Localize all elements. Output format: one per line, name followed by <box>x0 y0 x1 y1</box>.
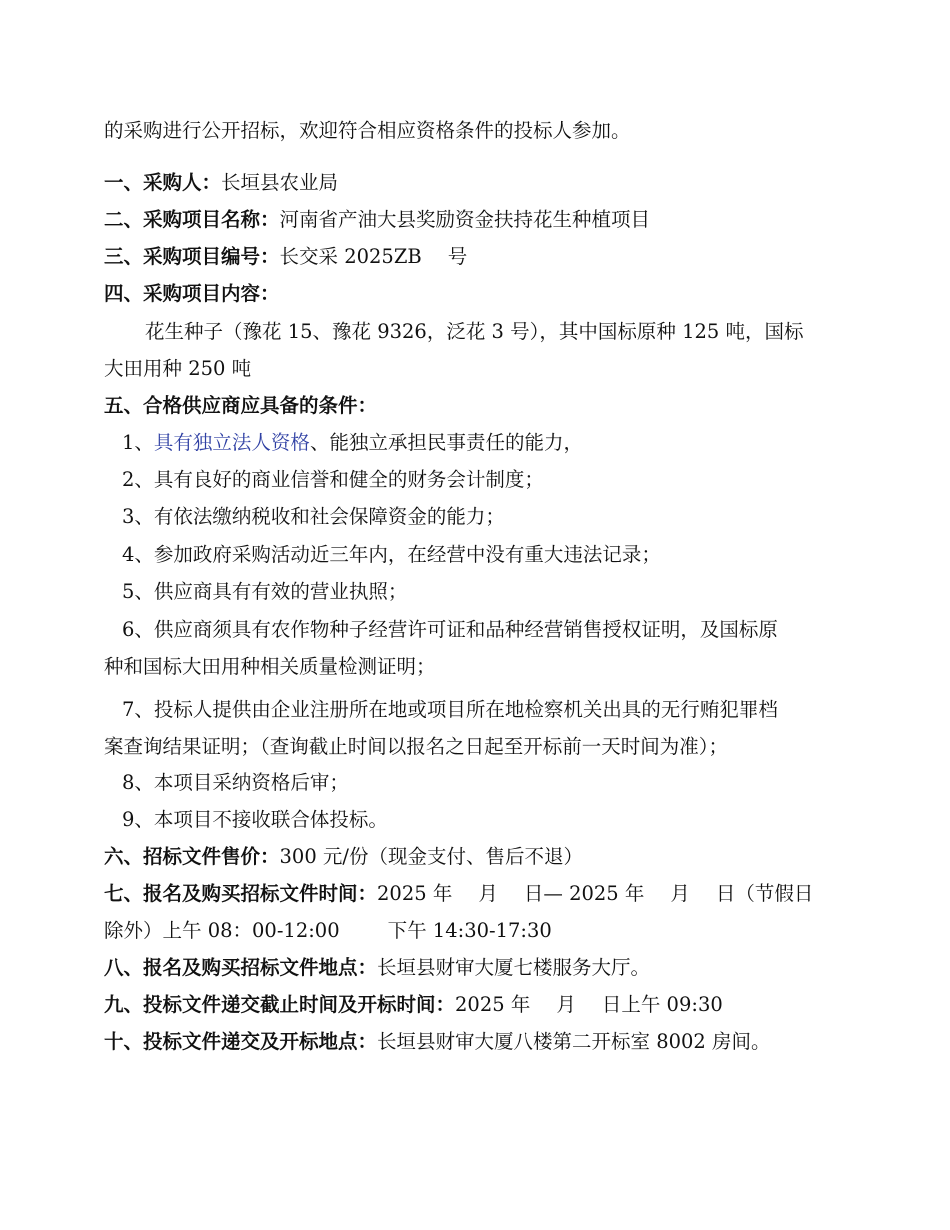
qualification-item-8-text: 8、本项目采纳资格后审； <box>122 771 349 794</box>
registration-start-day: 日— <box>523 882 563 905</box>
qualification-item-7-text-1: 7、投标人提供由企业注册所在地或项目所在地检察机关出具的无行贿犯罪档 <box>122 698 778 721</box>
qualification-item-2 <box>122 467 882 493</box>
qualification-item-8 <box>122 770 882 796</box>
intro-text <box>104 118 864 144</box>
qualification-item-6-text-2: 种和国标大田用种相关质量检测证明； <box>104 655 436 678</box>
qualification-item-6-line-1 <box>122 617 882 643</box>
qualification-item-5 <box>122 579 882 605</box>
section-project-content-heading <box>104 281 864 307</box>
qualification-item-9 <box>122 807 882 833</box>
document-price-label: 六、招标文件售价： <box>104 845 280 868</box>
registration-afternoon-hours: 下午 14:30-17:30 <box>387 919 552 942</box>
purchaser-label: 一、采购人： <box>104 171 222 194</box>
section-purchaser <box>104 170 864 196</box>
section-project-name <box>104 207 864 233</box>
project-content-text-2: 大田用种 250 吨 <box>104 357 252 380</box>
project-number-value: 长交采 2025ZB <box>279 245 422 268</box>
section-registration-location <box>104 955 864 981</box>
project-name-label: 二、采购项目名称： <box>104 208 280 231</box>
qualification-item-4-text: 4、参加政府采购活动近三年内，在经营中没有重大违法记录； <box>122 543 661 566</box>
section-document-price <box>104 844 864 870</box>
independent-legal-person-link[interactable]: 具有独立法人资格 <box>153 431 310 454</box>
bid-deadline-label: 九、投标文件递交截止时间及开标时间： <box>104 993 456 1016</box>
qualification-item-1-text: 、能独立承担民事责任的能力， <box>309 431 583 454</box>
qualification-item-6-text-1: 6、供应商须具有农作物种子经营许可证和品种经营销售授权证明，及国标原 <box>122 618 778 641</box>
registration-end-year: 2025 年 <box>569 882 645 905</box>
document-price-value: 300 元/份（现金支付、售后不退） <box>279 845 584 868</box>
qualification-item-3-text: 3、有依法缴纳税收和社会保障资金的能力； <box>122 505 505 528</box>
qualification-item-2-text: 2、具有良好的商业信誉和健全的财务会计制度； <box>122 468 544 491</box>
registration-location-value: 长垣县财审大厦七楼服务大厅。 <box>377 956 651 979</box>
registration-morning-hours: 除外）上午 08：00-12:00 <box>104 919 340 942</box>
intro-line: 的采购进行公开招标，欢迎符合相应资格条件的投标人参加。 <box>104 119 631 142</box>
section-qualifications-heading <box>104 393 864 419</box>
project-content-line-2 <box>104 356 864 382</box>
bid-deadline-month: 月 <box>556 993 576 1016</box>
qualification-item-5-text: 5、供应商具有有效的营业执照； <box>122 580 408 603</box>
qualification-item-1-number: 1、 <box>122 431 154 454</box>
project-content-label: 四、采购项目内容： <box>104 282 280 305</box>
project-content-text-1: 花生种子（豫花 15、豫花 9326，泛花 3 号），其中国标原种 125 吨，国标 <box>145 320 804 343</box>
project-content-line-1 <box>145 319 905 345</box>
project-name-value: 河南省产油大县奖励资金扶持花生种植项目 <box>279 208 651 231</box>
registration-start-year: 2025 年 <box>377 882 453 905</box>
qualification-item-9-text: 9、本项目不接收联合体投标。 <box>122 808 388 831</box>
section-registration-time <box>104 881 864 907</box>
qualification-item-7-line-1 <box>122 697 882 723</box>
qualification-item-1 <box>122 430 882 456</box>
section-project-number <box>104 244 864 270</box>
project-number-suffix: 号 <box>447 245 468 268</box>
section-bid-deadline <box>104 992 864 1018</box>
bid-location-value: 长垣县财审大厦八楼第二开标室 8002 房间。 <box>377 1030 771 1053</box>
registration-location-label: 八、报名及购买招标文件地点： <box>104 956 378 979</box>
registration-end-month: 月 <box>670 882 690 905</box>
purchaser-value: 长垣县农业局 <box>221 171 339 194</box>
registration-start-month: 月 <box>478 882 498 905</box>
qualification-item-6-line-2 <box>104 654 864 680</box>
registration-time-line-2 <box>104 918 864 944</box>
bid-deadline-year: 2025 年 <box>455 993 531 1016</box>
qualification-item-7-text-2: 案查询结果证明；（查询截止时间以报名之日起至开标前一天时间为准）； <box>104 735 729 758</box>
bid-deadline-time: 日上午 09:30 <box>601 993 723 1016</box>
registration-time-label: 七、报名及购买招标文件时间： <box>104 882 378 905</box>
section-bid-location <box>104 1029 864 1055</box>
qualification-item-7-line-2 <box>104 734 864 760</box>
bid-location-label: 十、投标文件递交及开标地点： <box>104 1030 378 1053</box>
qualifications-label: 五、合格供应商应具备的条件： <box>104 394 378 417</box>
registration-end-day: 日（节假日 <box>715 882 814 905</box>
qualification-item-4 <box>122 542 882 568</box>
qualification-item-3 <box>122 504 882 530</box>
project-number-label: 三、采购项目编号： <box>104 245 280 268</box>
